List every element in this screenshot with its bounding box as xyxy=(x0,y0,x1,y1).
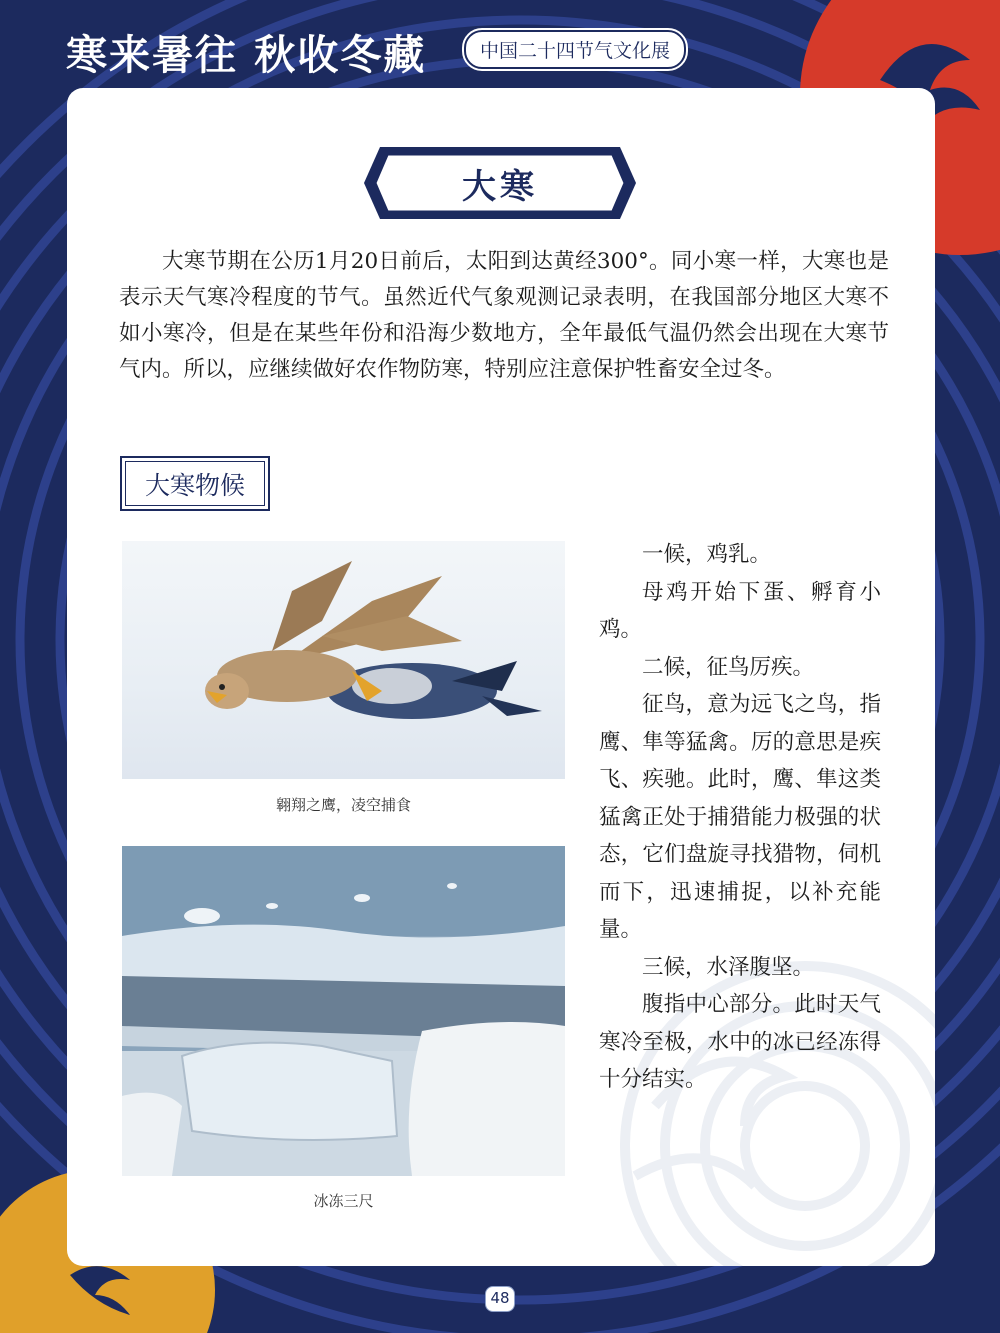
page-number: 48 xyxy=(485,1286,515,1312)
ice-photo-caption: 冰冻三尺 xyxy=(313,1192,374,1210)
content-card xyxy=(67,88,935,1266)
phenology-paragraph: 征鸟，意为远飞之鸟，指鹰、隼等猛禽。厉的意思是疾飞、疾驰。此时，鹰、隼这类猛禽正处于捕猎能力极强的状态，它们盘旋寻找猎物，伺机而下，迅速捕捉，以补充能量。 xyxy=(599,692,881,942)
falcon-photo xyxy=(122,541,565,779)
phenology-paragraph: 母鸡开始下蛋、孵育小鸡。 xyxy=(599,579,881,642)
phenology-text xyxy=(599,536,881,1099)
exhibition-badge: 中国二十四节气文化展 xyxy=(464,30,686,69)
phenology-paragraph: 一候，鸡乳。 xyxy=(642,542,772,567)
page-header-title: 寒来暑往 秋收冬藏 xyxy=(66,31,427,79)
intro-paragraph: 大寒节期在公历1月20日前后，太阳到达黄经300°。同小寒一样，大寒也是表示天气寒冷程度的节气。虽然近代气象观测记录表明，在我国部分地区大寒不如小寒冷，但是在某些年份和沿海少数地方，全年最低气温仍然会出现在大寒节气内。所以，应继续做好农作物防寒，特别应注意保护牲畜安全过冬。 xyxy=(119,249,889,382)
phenology-paragraph: 二候，征鸟厉疾。 xyxy=(642,654,815,680)
ice-photo xyxy=(122,846,565,1176)
phenology-heading: 大寒物候 xyxy=(120,456,270,511)
section-title: 大寒 xyxy=(462,166,538,207)
falcon-photo-caption: 翱翔之鹰，凌空捕食 xyxy=(275,796,411,814)
phenology-paragraph: 三候，水泽腹坚。 xyxy=(642,954,815,980)
phenology-paragraph: 腹指中心部分。此时天气寒冷至极，水中的冰已经冻得十分结实。 xyxy=(599,992,881,1092)
